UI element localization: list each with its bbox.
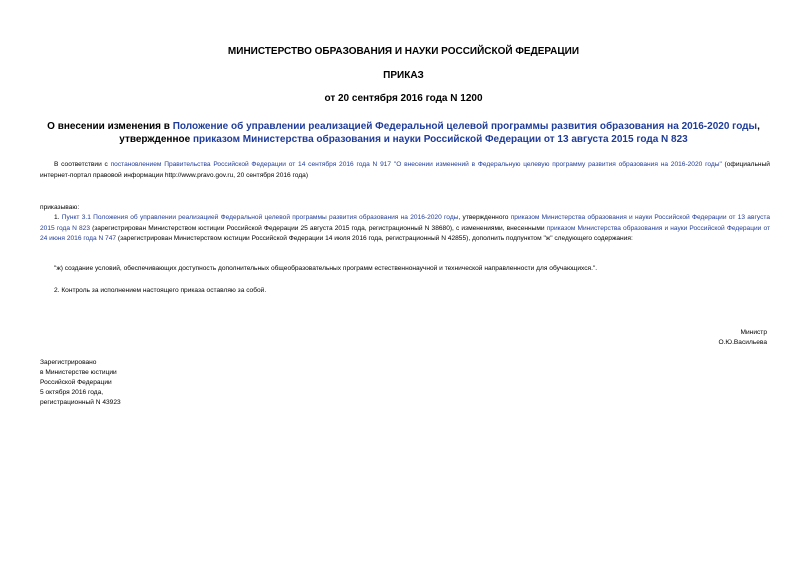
item-1-paragraph — [40, 213, 770, 245]
intro-prefix: В соответствии с — [54, 161, 111, 168]
title-middle: , утвержденное — [119, 121, 760, 145]
item-1-text-3: (зарегистрирован Министерством юстиции Российской Федерации 14 июля 2016 года, регистрационный N 42855), дополнить подпунктом "ж" следующего содержания: — [116, 235, 633, 242]
item-1-link-order-747[interactable]: приказом Министерства образования и науки Российской Федерации от 24 июня 2016 года N 747 — [40, 224, 770, 242]
title-link-regulation[interactable]: Положение об управлении реализацией Федеральной целевой программы развития образования на 2016-2020 годы — [172, 121, 758, 132]
signature-title: Министр — [740, 329, 767, 336]
item-2-paragraph: 2. Контроль за исполнением настоящего приказа оставляю за собой. — [54, 287, 267, 294]
intro-link-resolution-917[interactable]: постановлением Правительства Российской Федерации от 14 сентября 2016 года N 917 "О внесении изменений в Федеральную целевую программу развития образования на 2016-2020 годы" — [110, 161, 722, 168]
intro-paragraph — [40, 160, 770, 181]
intro-suffix: (официальный интернет-портал правовой информации http://www.pravo.gov.ru, 20 сентября 2016 года) — [40, 161, 770, 179]
registration-line: в Министерстве юстиции — [40, 369, 117, 376]
item-1-link-order-823[interactable]: приказом Министерства образования и науки Российской Федерации от 13 августа 2015 года N 823 — [40, 214, 770, 232]
item-1-number: 1. — [54, 214, 62, 221]
registration-line: регистрационный N 43923 — [40, 399, 121, 406]
document-title — [40, 121, 767, 146]
signature-name: О.Ю.Васильева — [718, 339, 767, 346]
quote-paragraph: "ж) создание условий, обеспечивающих доступность дополнительных общеобразовательных программ естественнонаучной и технической направленности для обучающихся.". — [54, 265, 598, 272]
registration-line: Российской Федерации — [40, 379, 112, 386]
item-1-text-2: (зарегистрирован Министерством юстиции Российской Федерации 25 августа 2015 года, регистрационный N 38680), с изменениями, внесенными — [89, 224, 547, 232]
date-number-heading: от 20 сентября 2016 года N 1200 — [324, 93, 483, 104]
document-type-heading: ПРИКАЗ — [383, 70, 424, 81]
registration-line: 5 октября 2016 года, — [40, 389, 104, 396]
item-1-text-1: , утвержденного — [458, 214, 511, 221]
registration-line: Зарегистрировано — [40, 359, 97, 366]
title-prefix: О внесении изменения в — [47, 121, 173, 132]
item-1-link-clause-3-1[interactable]: Пункт 3.1 Положения об управлении реализацией Федеральной целевой программы развития образования на 2016-2020 годы — [61, 214, 459, 221]
prikazyvayu-text: приказываю: — [40, 204, 80, 211]
title-link-order-823[interactable]: приказом Министерства образования и науки Российской Федерации от 13 августа 2015 года N 823 — [192, 133, 688, 145]
ministry-heading: МИНИСТЕРСТВО ОБРАЗОВАНИЯ И НАУКИ РОССИЙСКОЙ ФЕДЕРАЦИИ — [227, 46, 580, 57]
